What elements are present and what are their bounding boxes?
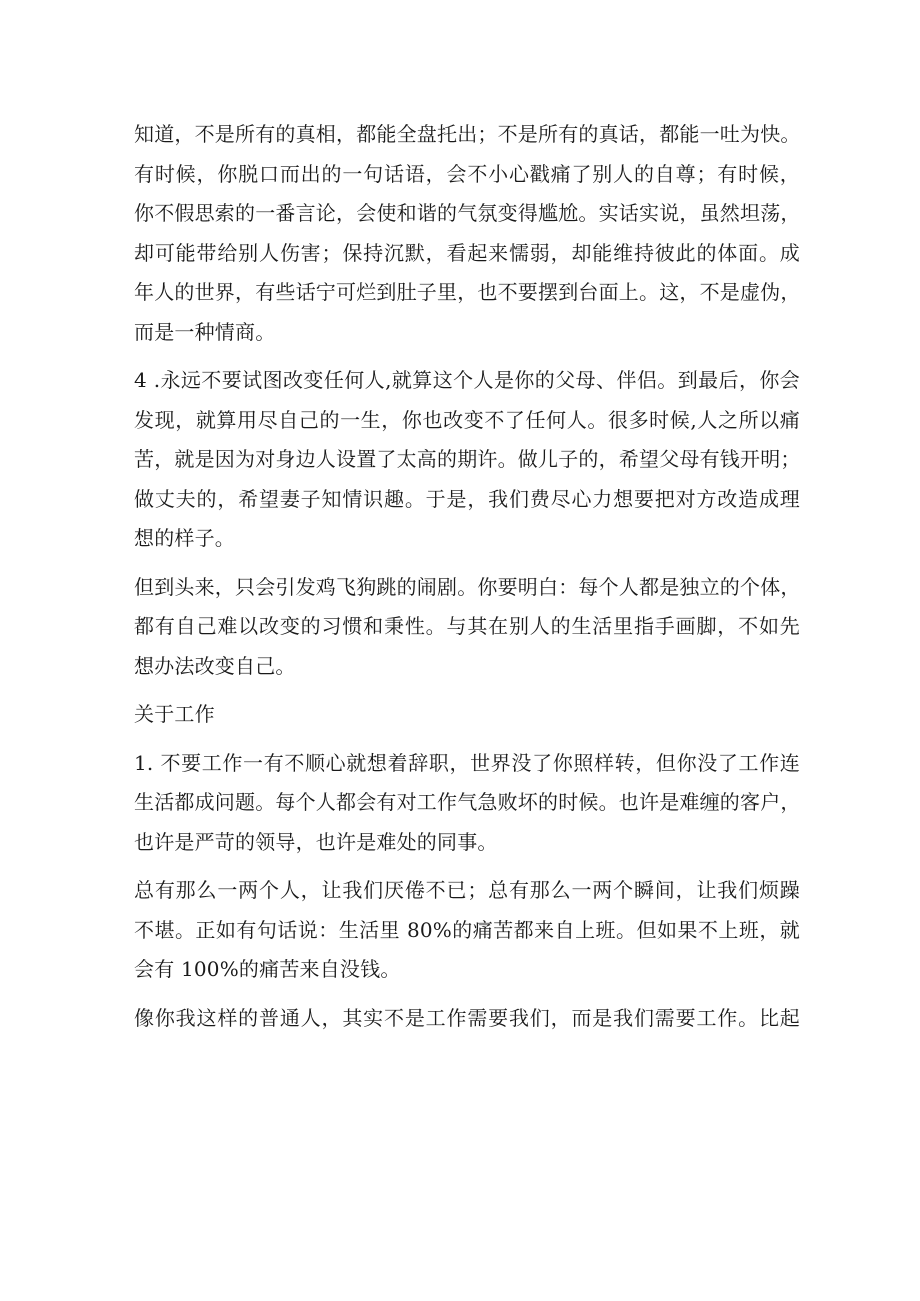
text-line: 你不假思索的一番言论，会使和谐的气氛变得尴尬。实话实说，虽然坦荡， xyxy=(134,201,801,225)
text-line: 会有 100%的痛苦来自没钱。 xyxy=(134,957,401,981)
text-line: 像你我这样的普通人，其实不是工作需要我们，而是我们需要工作。比起 xyxy=(134,1005,800,1030)
text-line: 而是一种情商。 xyxy=(134,319,276,344)
section-heading xyxy=(134,695,800,735)
text-line: 4 .永远不要试图改变任何人,就算这个人是你的父母、伴侣。到最后，你会 xyxy=(134,368,800,392)
text-line: 想办法改变自己。 xyxy=(134,653,296,678)
paragraph-numbered-1 xyxy=(134,744,800,863)
text-line: 年人的世界，有些话宁可烂到肚子里，也不要摆到台面上。这，不是虚伪， xyxy=(134,280,801,304)
text-line: 1. 不要工作一有不顺心就想着辞职，世界没了你照样转，但你没了工作连 xyxy=(134,750,800,775)
text-line: 不堪。正如有句话说：生活里 80%的痛苦都来自上班。但如果不上班，就 xyxy=(134,917,800,942)
text-line: 生活都成问题。每个人都会有对工作气急败坏的时候。也许是难缠的客户， xyxy=(134,790,801,814)
document-body xyxy=(134,115,800,1038)
paragraph-numbered-4 xyxy=(134,361,800,559)
section-heading-text: 关于工作 xyxy=(134,702,215,726)
text-line: 总有那么一两个人，让我们厌倦不已；总有那么一两个瞬间，让我们烦躁 xyxy=(134,878,800,902)
text-line: 发现，就算用尽自己的一生，你也改变不了任何人。很多时候,人之所以痛 xyxy=(134,407,800,432)
paragraph xyxy=(134,568,800,687)
text-line: 有时候，你脱口而出的一句话语，会不小心戳痛了别人的自尊；有时候， xyxy=(134,161,800,186)
text-line: 也许是严苛的领导，也许是难处的同事。 xyxy=(134,829,498,854)
text-line: 苦，就是因为对身边人设置了太高的期许。做儿子的，希望父母有钱开明； xyxy=(134,447,801,471)
text-line: 想的样子。 xyxy=(134,526,235,550)
paragraph xyxy=(134,871,800,990)
text-line: 知道，不是所有的真相，都能全盘托出；不是所有的真话，都能一吐为快。 xyxy=(134,122,801,146)
text-line: 做丈夫的，希望妻子知情识趣。于是，我们费尽心力想要把对方改造成理 xyxy=(134,486,800,511)
paragraph xyxy=(134,115,800,352)
text-line: 都有自己难以改变的习惯和秉性。与其在别人的生活里指手画脚，不如先 xyxy=(134,614,800,638)
text-line: 但到头来，只会引发鸡飞狗跳的闹剧。你要明白：每个人都是独立的个体， xyxy=(134,574,801,599)
paragraph xyxy=(134,999,800,1039)
text-line: 却可能带给别人伤害；保持沉默，看起来懦弱，却能维持彼此的体面。成 xyxy=(134,240,800,265)
